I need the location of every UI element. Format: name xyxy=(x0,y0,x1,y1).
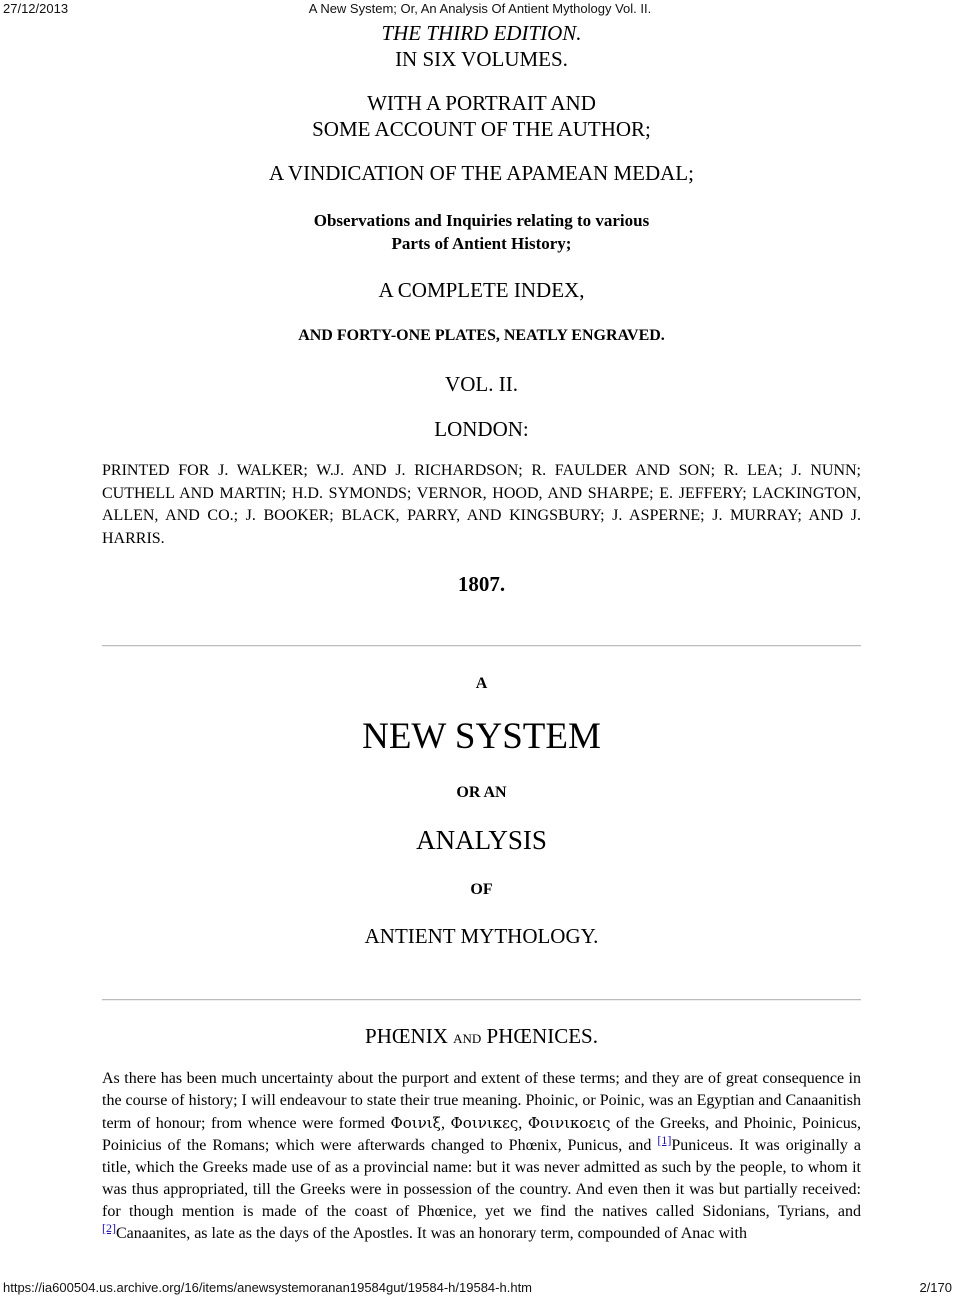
half-title-mythology: ANTIENT MYTHOLOGY. xyxy=(364,924,599,948)
section-heading-and: AND xyxy=(453,1031,482,1046)
document-title: A New System; Or, An Analysis Of Antient Mythology Vol. II. xyxy=(308,1,652,16)
volumes-line: IN SIX VOLUMES. xyxy=(395,47,568,71)
vindication-line: A VINDICATION OF THE APAMEAN MEDAL; xyxy=(269,161,694,185)
publication-year: 1807. xyxy=(457,572,506,596)
paragraph-text-2: of the Greeks, and Phoinic, Poinicus, Poinicius of the Romans; which were afterwards changed to Phœnix, Punicus, and xyxy=(102,1115,862,1154)
section-heading-part-2: PHŒNICES. xyxy=(486,1024,598,1048)
half-title-of: OF xyxy=(470,881,493,898)
city-line: LONDON: xyxy=(434,417,529,441)
half-title-main: NEW SYSTEM xyxy=(362,716,601,757)
edition-line: THE THIRD EDITION. xyxy=(381,21,582,45)
browser-print-footer xyxy=(0,1279,960,1297)
half-title-analysis: ANALYSIS xyxy=(416,825,547,855)
footnote-link-1[interactable]: [1] xyxy=(657,1133,672,1147)
index-line: A COMPLETE INDEX, xyxy=(378,278,585,302)
observations-line-1: Observations and Inquiries relating to various xyxy=(313,211,650,230)
section-heading xyxy=(102,1023,861,1052)
section-paragraph: As there has been much uncertainty about the purport and extent of these terms; and they are of great consequence in the course of history; I will endeavour to state their true meaning. Phoinic, or Poinic, was an Egyptian and Canaanitish term of honour; from whence were formed Φοινιξ, Φοινικες, Φοινικοεις of the Greeks, and Phoinic, Poinicus, Poinicius of the Romans; which were afterwards changed to Phœnix, Punicus, and [1]Puniceus. It was originally a title, which the Greeks made use of as a provincial name: but it was never admitted as such by the people, to whom it was thus appropriated, till the Greeks were in possession of the country. And even then it was but partially received: for though mention is made of the coast of Phœnice, yet we find the natives called Sidonians, Tyrians, and [2]Canaanites, as late as the days of the Apostles. It was an honorary term, compounded of Anac with xyxy=(102,1070,862,1242)
page-url: https://ia600504.us.archive.org/16/items/anewsystemoranan19584gut/19584-h/19584-h.htm xyxy=(3,1280,533,1295)
footnote-link-2[interactable]: [2] xyxy=(102,1221,116,1235)
section-heading-part-1: PHŒNIX xyxy=(365,1024,448,1048)
half-title-a: A xyxy=(475,675,488,692)
volume-number: VOL. II. xyxy=(445,372,518,396)
greek-term-1: Φοινιξ xyxy=(390,1114,441,1132)
section-divider-bottom xyxy=(102,999,861,1001)
greek-term-3: Φοινικοεις xyxy=(527,1114,611,1132)
portrait-line: WITH A PORTRAIT AND xyxy=(367,91,596,115)
print-date: 27/12/2013 xyxy=(3,1,69,16)
half-title-or-an: OR AN xyxy=(456,784,507,801)
paragraph-text-3: Puniceus. It was originally a title, which the Greeks made use of as a provincial name: but it was never admitted as such by the people, to whom it was thus appropriated, till the Greeks were in possession of the country. And even then it was but partially received: for though mention is made of the coast of Phœnice, yet we find the natives called Sidonians, Tyrians, and xyxy=(102,1137,862,1220)
page-counter: 2/170 xyxy=(919,1280,952,1295)
account-line: SOME ACCOUNT OF THE AUTHOR; xyxy=(312,117,651,141)
plates-line: AND FORTY-ONE PLATES, NEATLY ENGRAVED. xyxy=(298,327,665,344)
greek-term-2: Φοινικες xyxy=(450,1114,519,1132)
section-divider-top xyxy=(102,645,861,647)
paragraph-text-1: As there has been much uncertainty about the purport and extent of these terms; and they are of great consequence in the course of history; I will endeavour to state their true meaning. Phoinic, or Poinic, was an Egyptian and Canaanitish term of honour; from whence were formed xyxy=(102,1070,861,1132)
browser-print-header xyxy=(0,0,960,18)
observations-line-2: Parts of Antient History; xyxy=(391,234,572,253)
printers-paragraph: PRINTED FOR J. WALKER; W.J. AND J. RICHARDSON; R. FAULDER AND SON; R. LEA; J. NUNN; CUTHELL AND MARTIN; H.D. SYMONDS; VERNOR, HOOD, AND SHARPE; E. JEFFERY; LACKINGTON, ALLEN, AND CO.; J. BOOKER; BLACK, PARRY, AND KINGSBURY; J. ASPERNE; J. MURRAY; AND J. HARRIS. xyxy=(102,462,861,547)
paragraph-text-4: Canaanites, as late as the days of the Apostles. It was an honorary term, compounded of Anac with xyxy=(116,1225,747,1242)
